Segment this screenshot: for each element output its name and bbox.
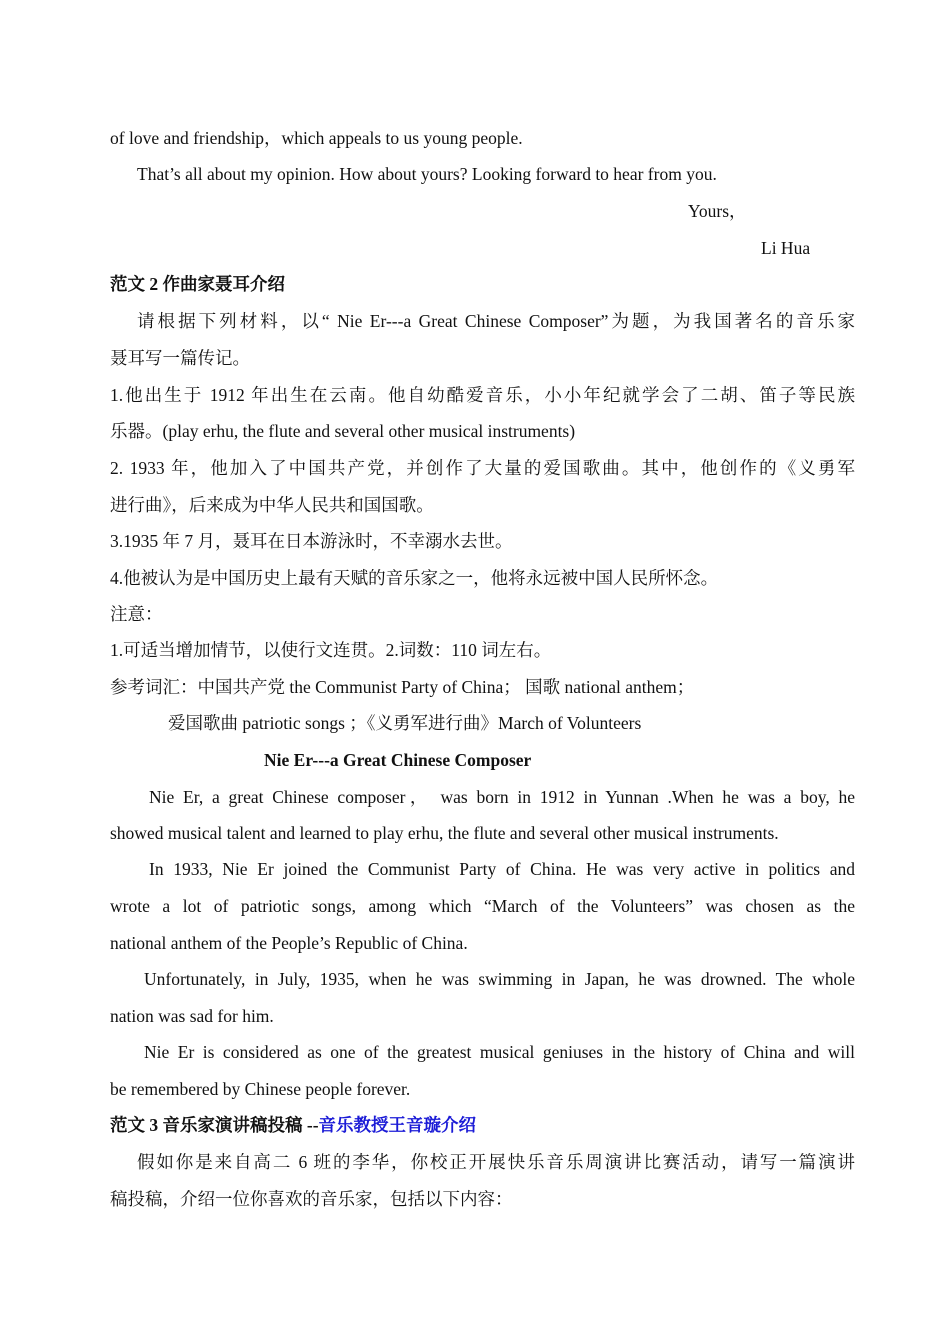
list-item: 1.他出生于 1912 年出生在云南。他自幼酷爱音乐，小小年纪就学会了二胡、笛子等民族 xyxy=(110,385,855,405)
letter-line: That’s all about my opinion. How about yours? Looking forward to hear from you. xyxy=(137,164,717,184)
section-heading-text: 范文 3 音乐家演讲稿投稿 -- xyxy=(110,1115,319,1135)
vocab-line: 参考词汇：中国共产党 the Communist Party of China； 国歌 national anthem； xyxy=(110,677,695,697)
letter-line: of love and friendship，which appeals to us young people. xyxy=(110,128,523,148)
section-heading-highlight: 音乐教授王音璇介绍 xyxy=(318,1115,477,1135)
letter-signature: Li Hua xyxy=(761,238,811,258)
list-item: 3.1935 年 7 月，聂耳在日本游泳时，不幸溺水去世。 xyxy=(110,531,513,551)
essay-paragraph-line: In 1933, Nie Er joined the Communist Party of China. He was very active in politics and xyxy=(149,859,855,879)
essay-paragraph-line: Nie Er is considered as one of the greatest musical geniuses in the history of China and will xyxy=(144,1042,855,1062)
vocab-line: 爱国歌曲 patriotic songs ；《义勇军进行曲》March of Volunteers xyxy=(168,713,642,733)
letter-closing: Yours， xyxy=(688,201,747,221)
essay-paragraph-line: Nie Er, a great Chinese composer， was born in 1912 in Yunnan .When he was a boy, he xyxy=(149,787,855,807)
essay-title: Nie Er---a Great Chinese Composer xyxy=(264,750,532,770)
list-item: 2. 1933 年，他加入了中国共产党，并创作了大量的爱国歌曲。其中，他创作的《义勇军 xyxy=(110,458,855,478)
prompt-line: 聂耳写一篇传记。 xyxy=(110,348,250,368)
section-heading: 范文 2 作曲家聂耳介绍 xyxy=(110,274,285,294)
list-item: 4.他被认为是中国历史上最有天赋的音乐家之一，他将永远被中国人民所怀念。 xyxy=(110,568,719,588)
essay-paragraph-line: nation was sad for him. xyxy=(110,1006,274,1026)
prompt-line: 稿投稿，介绍一位你喜欢的音乐家，包括以下内容： xyxy=(110,1189,513,1209)
note-label: 注意： xyxy=(110,604,163,624)
essay-paragraph-line: wrote a lot of patriotic songs, among which “March of the Volunteers” was chosen as the xyxy=(110,896,855,916)
essay-paragraph-line: showed musical talent and learned to play erhu, the flute and several other musical instruments. xyxy=(110,823,779,843)
list-item: 进行曲》，后来成为中华人民共和国国歌。 xyxy=(110,495,434,515)
essay-paragraph-line: Unfortunately, in July, 1935, when he was swimming in Japan, he was drowned. The whole xyxy=(144,969,855,989)
section-heading xyxy=(110,1114,855,1136)
note-text: 1.可适当增加情节，以使行文连贯。2.词数：110 词左右。 xyxy=(110,640,552,660)
essay-paragraph-line: be remembered by Chinese people forever. xyxy=(110,1079,411,1099)
essay-paragraph-line: national anthem of the People’s Republic of China. xyxy=(110,933,468,953)
list-item: 乐器。(play erhu, the flute and several other musical instruments) xyxy=(110,421,576,441)
prompt-line: 假如你是来自高二 6 班的李华，你校正开展快乐音乐周演讲比赛活动，请写一篇演讲 xyxy=(137,1152,855,1172)
prompt-line: 请根据下列材料，以“ Nie Er---a Great Chinese Composer”为题，为我国著名的音乐家 xyxy=(137,311,855,331)
